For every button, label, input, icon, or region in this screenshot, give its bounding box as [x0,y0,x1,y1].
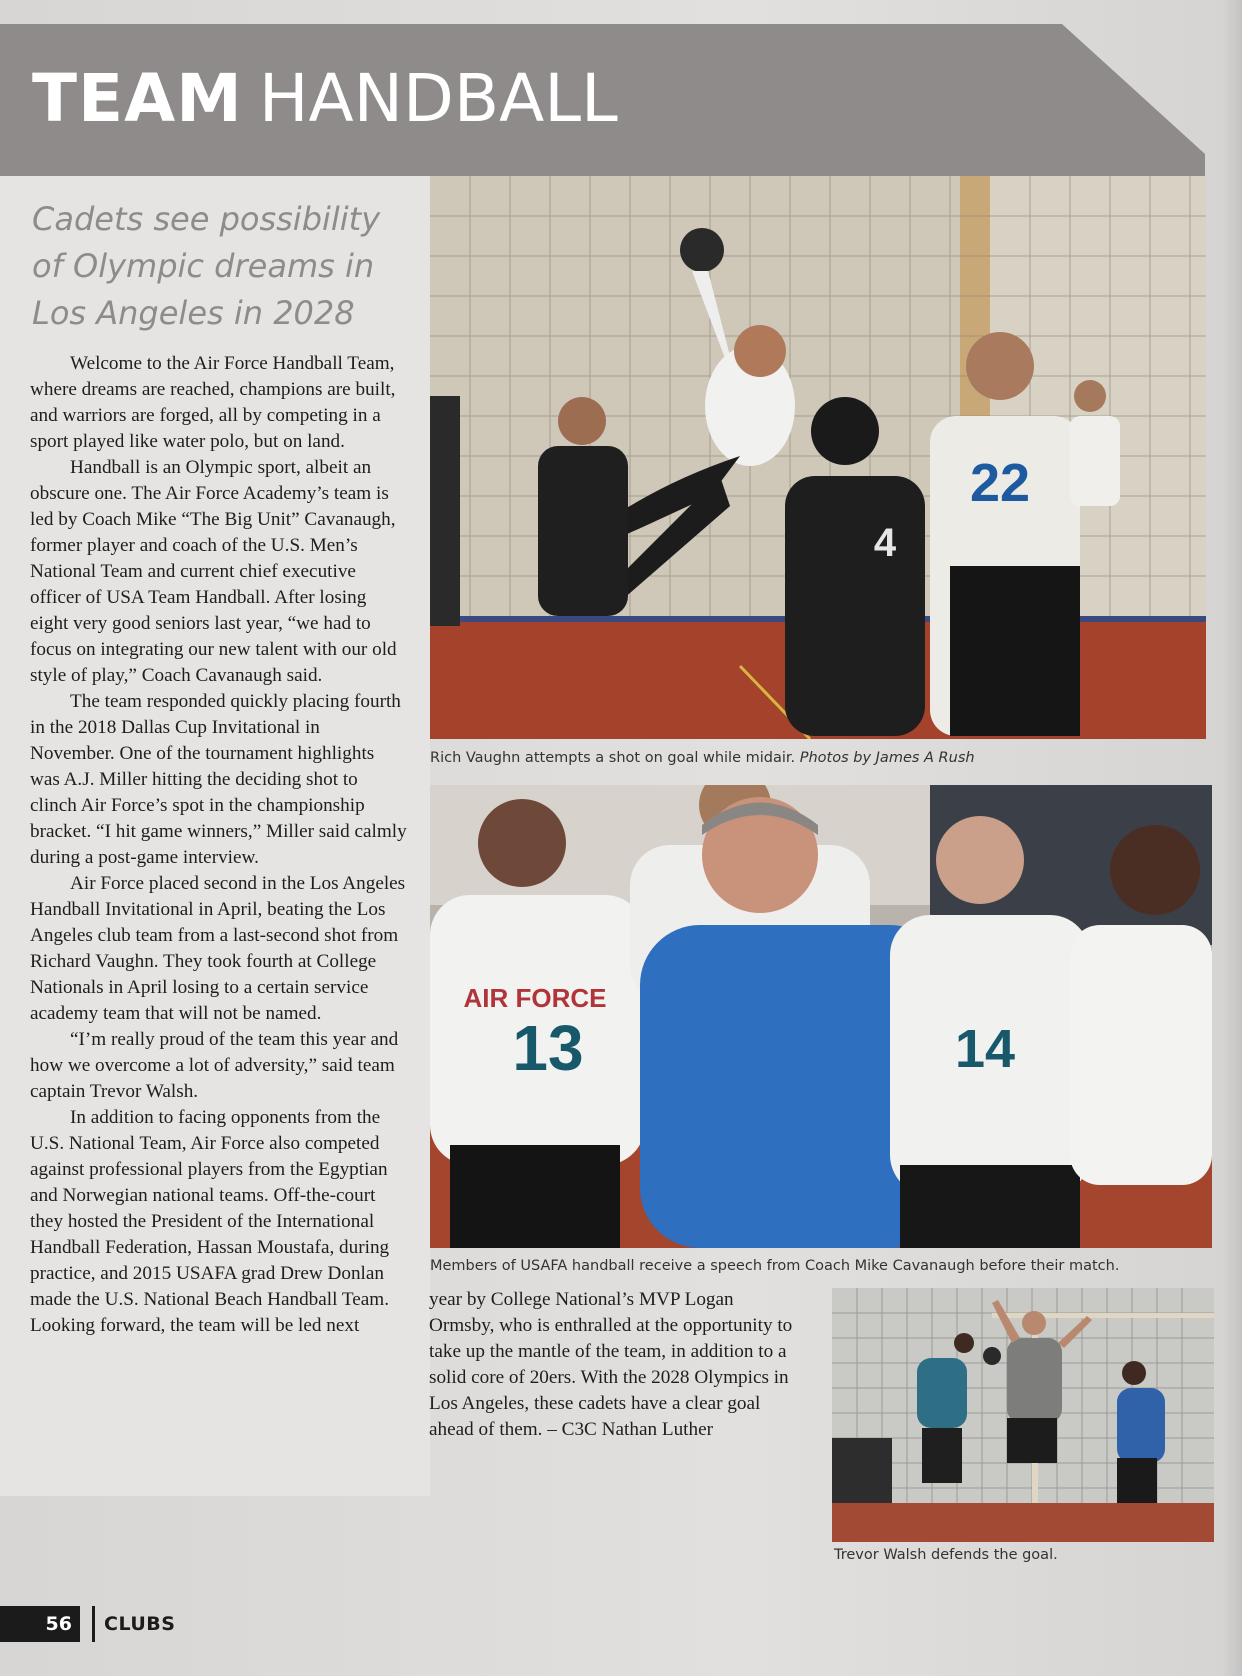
headline-line: Cadets see possibility [32,200,381,238]
photo-caption [430,748,975,768]
jersey-text: AIR FORCE [463,983,607,1013]
page-title [32,54,618,144]
jersey-number-14: 14 [954,1019,1016,1079]
body-paragraph: Handball is an Olympic sport, albeit an obscure one. The Air Force Academy’s team is led by Coach Mike “The Big Unit” Cavanaugh, former player and coach of the U.S. Men’s National Team and current chief executive officer of USA Team Handball. After losing eight very good seniors last year, “we had to focus on integrating our new talent with our old style of play,” Coach Cavanaugh said. [30,457,397,686]
photo-caption [834,1545,1058,1565]
footer-divider [92,1606,95,1642]
photo-jump-shot [430,176,1206,739]
page-title-bold: TEAM [32,60,243,137]
headline-line: Los Angeles in 2028 [32,294,355,332]
caption-text: Rich Vaughn attempts a shot on goal while midair. [430,750,796,766]
page-number: 56 [0,1606,80,1642]
body-paragraph: In addition to facing opponents from the U.S. National Team, Air Force also competed against professional players from the Egyptian and Norwegian national teams. Off-the-court they hosted the President of the International Handball Federation, Hassan Moustafa, during practice, and 2015 USAFA grad Drew Donlan made the U.S. National Beach Handball Team. Looking forward, the team will be led next [30,1107,390,1336]
section-label: CLUBS [104,1613,176,1635]
article-continuation [429,1287,799,1443]
body-paragraph: “I’m really proud of the team this year and how we overcome a lot of adversity,” said team captain Trevor Walsh. [30,1029,399,1102]
photo-coach-speech [430,785,1212,1248]
continuation-paragraph: year by College National’s MVP Logan Ormsby, who is enthralled at the opportunity to take up the mantle of the team, in addition to a solid core of 20ers. With the 2028 Olympics in Los Angeles, these cadets have a clear goal ahead of them. – C3C Nathan Luther [429,1289,793,1440]
photo-goal-defense [832,1288,1214,1542]
jersey-number-4: 4 [873,521,897,565]
photo-caption [430,1256,1119,1276]
body-paragraph: Welcome to the Air Force Handball Team, where dreams are reached, champions are built, and warriors are forged, all by competing in a sport played like water polo, but on land. [30,353,396,452]
caption-text: Trevor Walsh defends the goal. [834,1547,1058,1563]
page-title-light: HANDBALL [258,60,618,137]
article-headline [32,196,422,337]
jersey-number-13: 13 [512,1012,584,1084]
body-paragraph: Air Force placed second in the Los Angeles Handball Invitational in April, beating the Los Angeles club team from a last-second shot from Richard Vaughn. They took fourth at College Nationals in April losing to a certain service academy team that will not be named. [30,873,406,1024]
headline-line: of Olympic dreams in [32,247,375,285]
body-paragraph: The team responded quickly placing fourth in the 2018 Dallas Cup Invitational in November. One of the tournament highlights was A.J. Miller hitting the deciding shot to clinch Air Force’s spot in the championship bracket. “I hit game winners,” Miller said calmly during a post-game interview. [30,691,407,868]
caption-text: Members of USAFA handball receive a speech from Coach Mike Cavanaugh before their match. [430,1258,1120,1274]
article-body [30,351,408,1339]
photo-credit: Photos by James A Rush [799,750,975,766]
jersey-number-22: 22 [969,453,1031,513]
binding-gutter-shadow [1222,0,1242,1676]
